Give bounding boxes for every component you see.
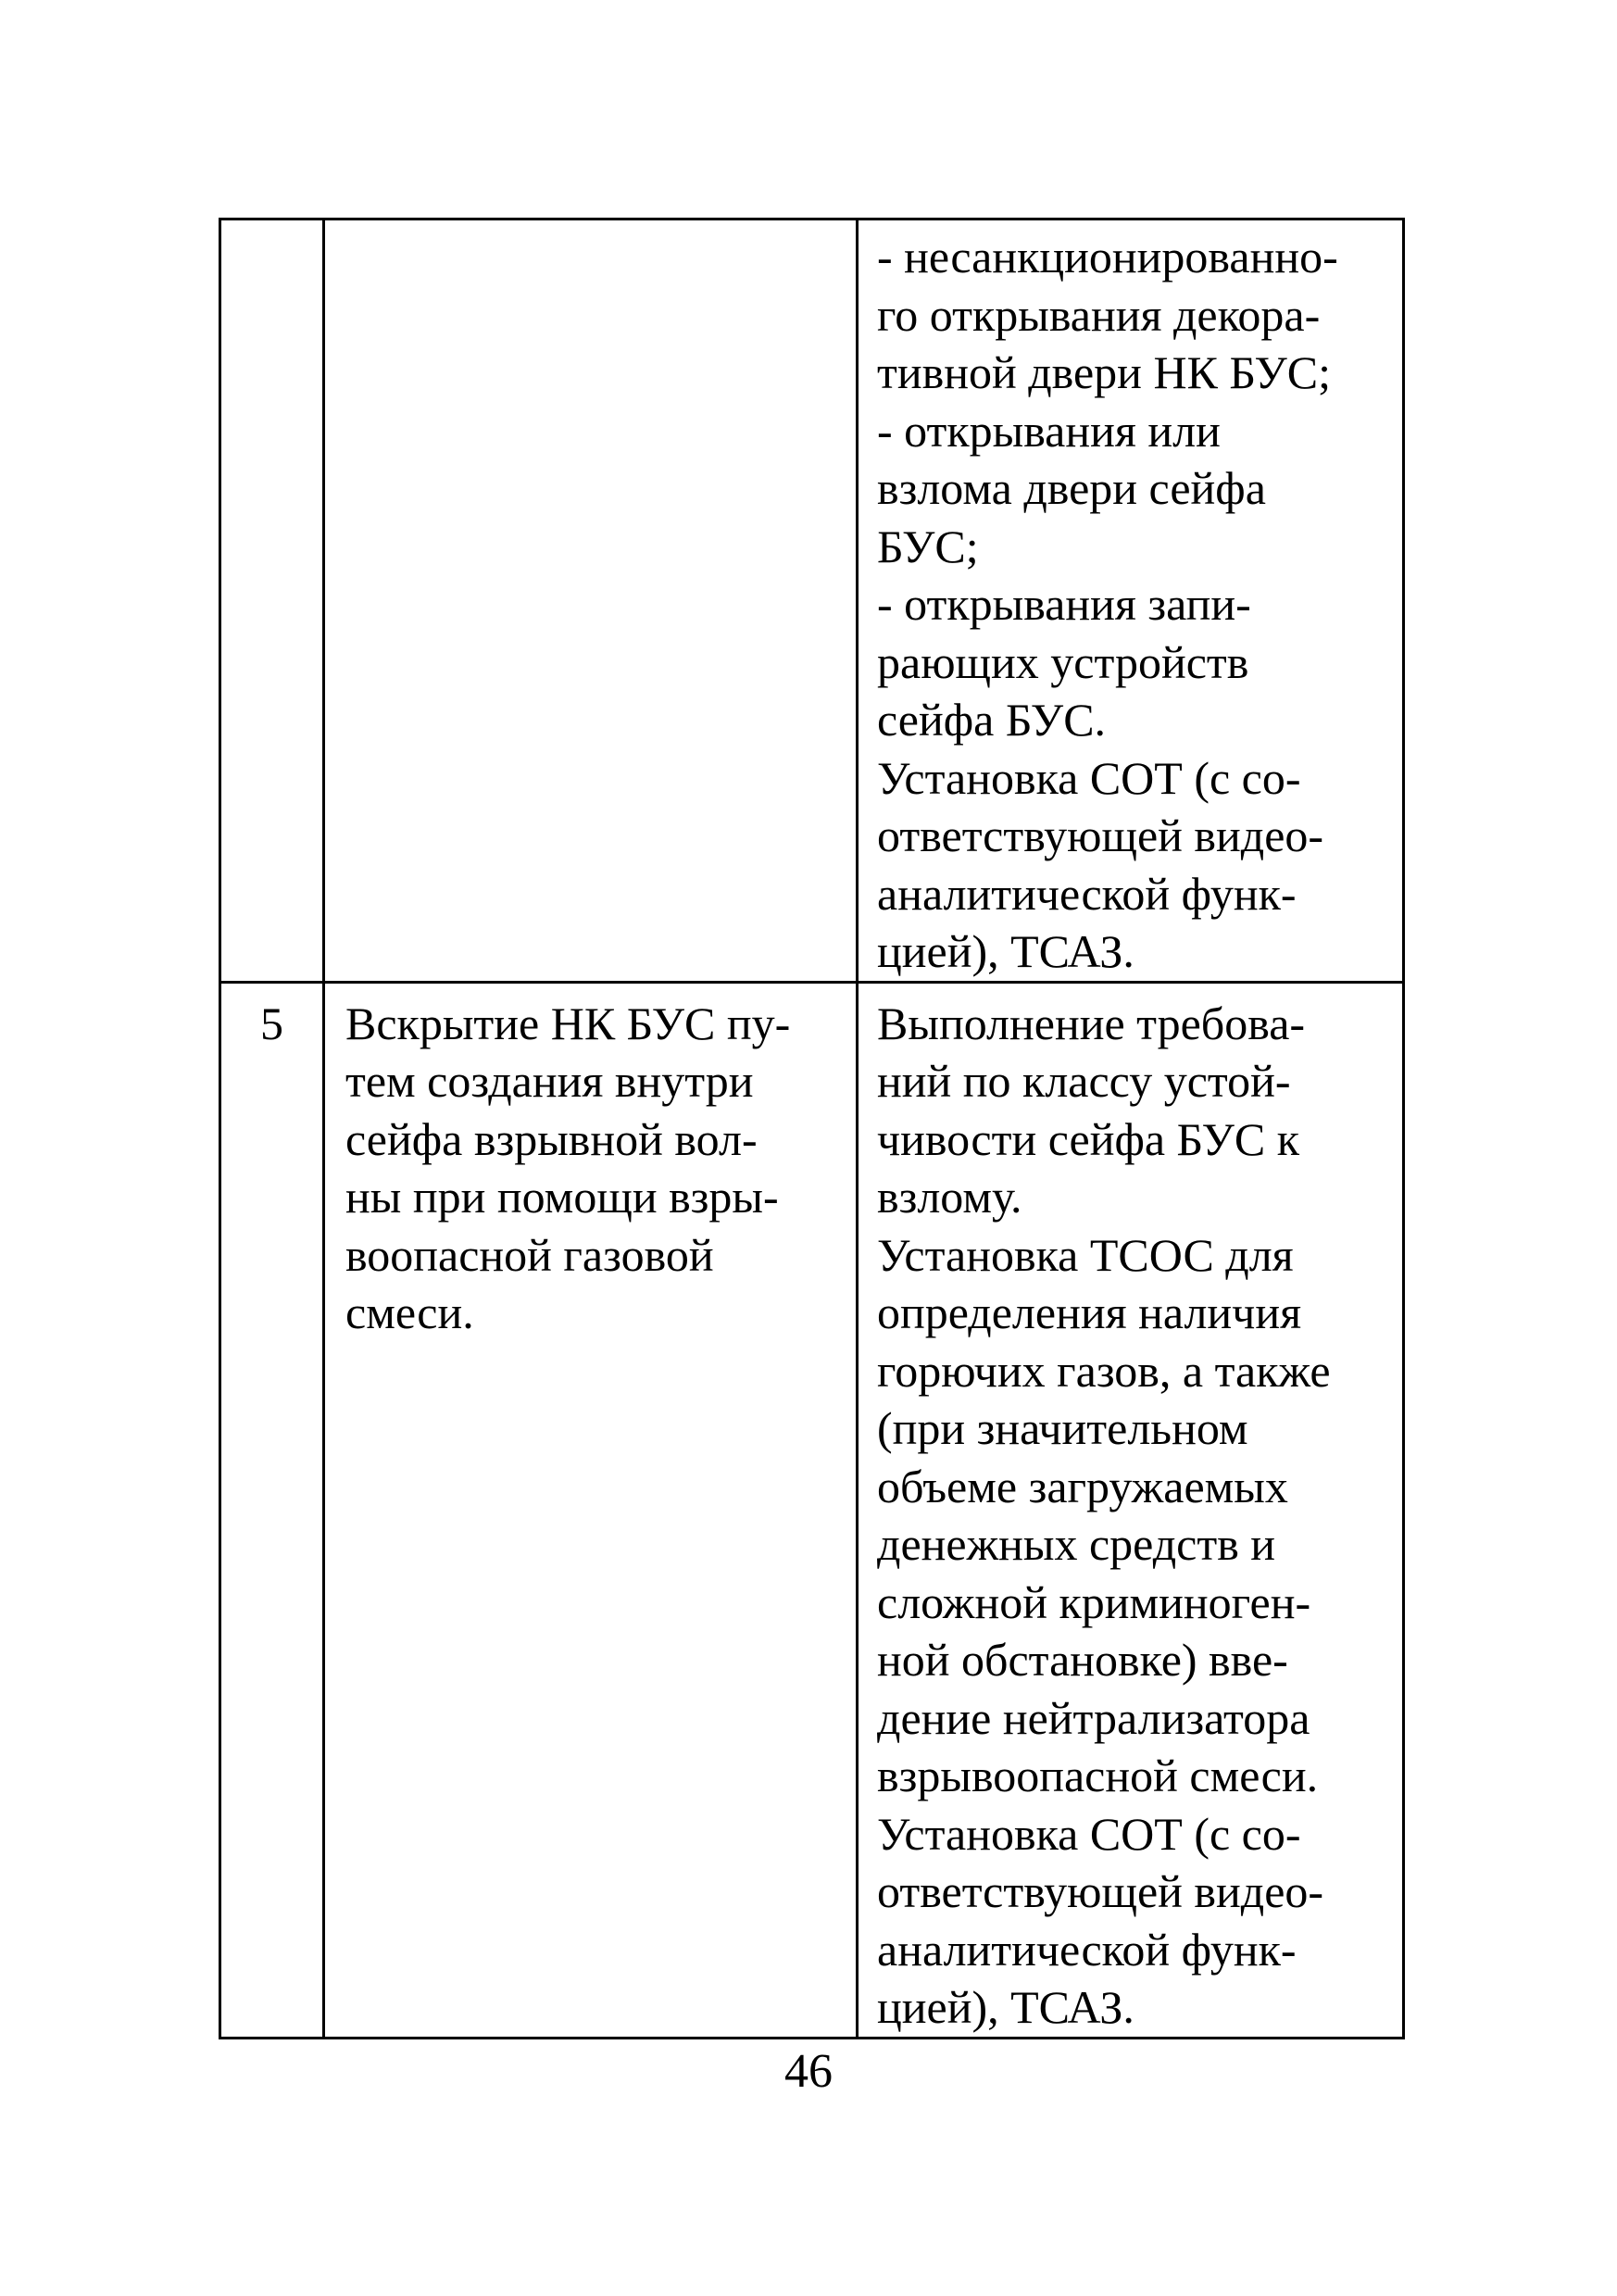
measures-text: - несанкционированно- го открывания декора- тивной двери НК БУС; - открывания или взлома двери сейфа БУС; - открывания запи- рающих устройств сейфа БУС. Установка СОТ (с со- ответствующей видео- аналитической функ- цией), ТСАЗ. — [877, 231, 1338, 977]
table-row — [220, 220, 1404, 983]
table-row — [220, 982, 1404, 2038]
threat-text: Вскрытие НК БУС пу- тем создания внутри сейфа взрывной вол- ны при помощи взры- воопасной газовой смеси. — [345, 997, 791, 1338]
row-number-cell — [220, 220, 324, 983]
measures-text: Выполнение требова- ний по классу устой- чивости сейфа БУС к взлому. Установка ТСОС для определения наличия горючих газов, а также (при значительном объеме загружаемых денежных средств и сложной криминоген- ной обстановке) вве- дение нейтрализатора взрывоопасной смеси. Установка СОТ (с со- ответствующей видео- аналитической функ- цией), ТСАЗ. — [877, 997, 1331, 2033]
measures-table — [219, 218, 1405, 2039]
row-number-cell — [220, 982, 324, 2038]
threat-text — [325, 220, 856, 232]
measures-cell — [858, 982, 1404, 2038]
measures-cell — [858, 220, 1404, 983]
threat-cell — [324, 982, 858, 2038]
threat-cell — [324, 220, 858, 983]
row-number — [221, 220, 322, 232]
row-number: 5 — [260, 997, 283, 1049]
page-number: 46 — [784, 2045, 833, 2098]
